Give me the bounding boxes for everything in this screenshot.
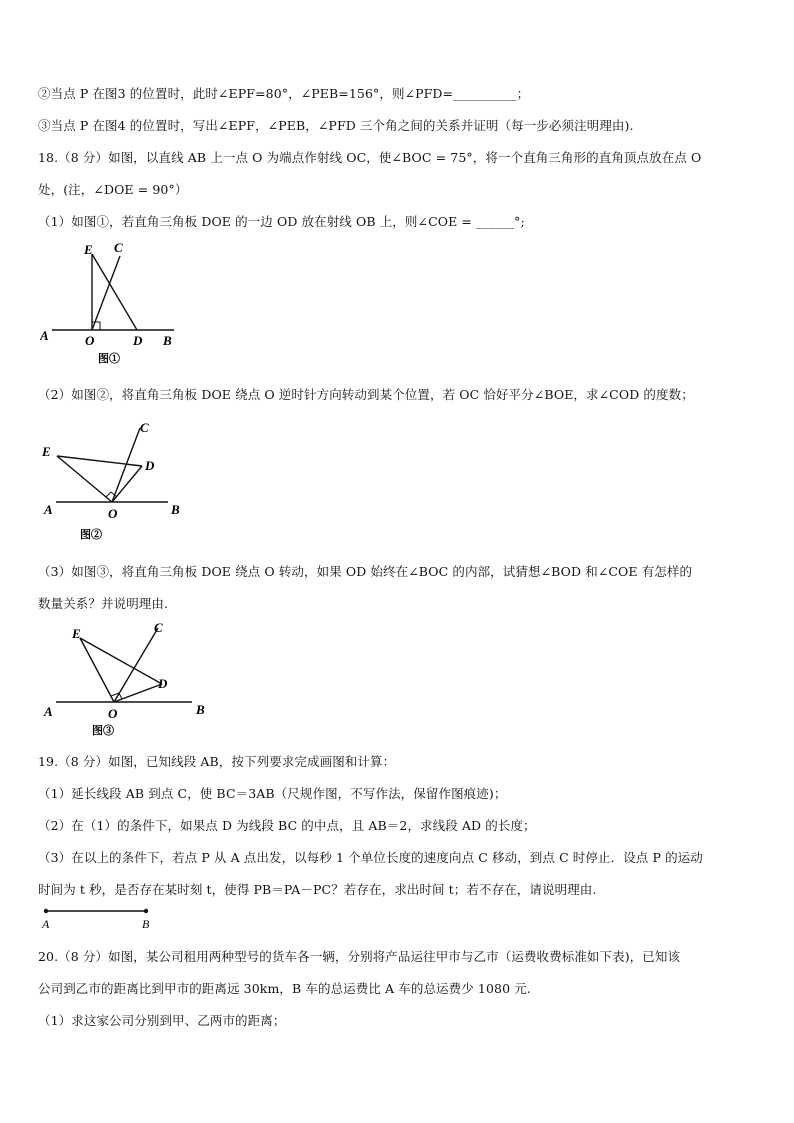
figure-1 (40, 238, 200, 368)
figure-segment-ab (40, 902, 170, 932)
q18-part2: （2）如图②，将直角三角板 DOE 绕点 O 逆时针方向转动到某个位置，若 OC 恰好平分∠BOE，求∠COD 的度数； (38, 387, 694, 402)
q20-intro-b: 公司到乙市的距离比到甲市的距离远 30km，B 车的总运费比 A 车的总运费少 1080 元. (38, 981, 531, 996)
text-line-1: ②当点 P 在图3 的位置时，此时∠EPF=80°，∠PEB=156°，则∠PFD=__________； (38, 86, 530, 101)
q18-part1: （1）如图①，若直角三角板 DOE 的一边 OD 放在射线 OB 上，则∠COE = ______°; (38, 214, 525, 229)
fig3-label-C: C (154, 620, 163, 635)
fig4-label-B: B (142, 917, 150, 931)
fig2-label-B: B (171, 502, 180, 517)
fig1-caption: 图① (98, 353, 120, 365)
fig4-label-A: A (42, 917, 50, 931)
text-line-2: ③当点 P 在图4 的位置时，写出∠EPF，∠PEB，∠PFD 三个角之间的关系并证明（每一步必须注明理由). (38, 118, 634, 133)
fig1-label-D: D (133, 333, 143, 348)
fig1-label-A: A (40, 328, 49, 343)
q20-intro-a: 20.（8 分）如图，某公司租用两种型号的货车各一辆，分别将产品运往甲市与乙市（运费收费标准如下表)，已知该 (38, 949, 681, 964)
fig1-label-E: E (84, 242, 93, 257)
figure-3 (40, 618, 220, 740)
q20-part1: （1）求这家公司分别到甲、乙两市的距离； (38, 1013, 286, 1028)
q18-intro: 18.（8 分）如图，以直线 AB 上一点 O 为端点作射线 OC，使∠BOC = 75°，将一个直角三角形的直角顶点放在点 O (38, 150, 702, 165)
fig3-label-D: D (158, 676, 168, 691)
fig1-label-B: B (163, 333, 172, 348)
fig3-label-B: B (196, 702, 205, 717)
q19-part3-a: （3）在以上的条件下，若点 P 从 A 点出发，以每秒 1 个单位长度的速度向点 C 移动，到点 C 时停止．设点 P 的运动 (38, 850, 703, 865)
fig1-label-C: C (114, 240, 123, 255)
fig2-label-D: D (145, 458, 155, 473)
fig2-label-O: O (108, 506, 118, 521)
q18-part3-b: 数量关系？并说明理由. (38, 596, 169, 611)
fig3-label-A: A (44, 704, 53, 719)
q18-part3-a: （3）如图③，将直角三角板 DOE 绕点 O 转动，如果 OD 始终在∠BOC 的内部，试猜想∠BOD 和∠COE 有怎样的 (38, 564, 693, 579)
fig2-label-E: E (42, 444, 51, 459)
fig2-caption: 图② (80, 529, 102, 541)
q19-intro: 19.（8 分）如图，已知线段 AB，按下列要求完成画图和计算： (38, 754, 396, 769)
fig3-caption: 图③ (92, 725, 114, 737)
q19-part3-b: 时间为 t 秒，是否存在某时刻 t，使得 PB＝PA－PC？若存在，求出时间 t；若不存在，请说明理由. (38, 882, 597, 897)
fig2-label-A: A (44, 502, 53, 517)
fig3-label-O: O (108, 706, 118, 721)
fig2-label-C: C (140, 420, 149, 435)
figure-2 (40, 418, 200, 548)
q19-part2: （2）在（1）的条件下，如果点 D 为线段 BC 的中点，且 AB＝2，求线段 AD 的长度； (38, 818, 536, 833)
q19-part1: （1）延长线段 AB 到点 C，使 BC＝3AB（尺规作图，不写作法，保留作图痕迹)； (38, 786, 507, 801)
fig1-label-O: O (85, 333, 95, 348)
q18-note: 处，(注，∠DOE = 90°） (38, 182, 188, 197)
fig3-label-E: E (72, 626, 81, 641)
